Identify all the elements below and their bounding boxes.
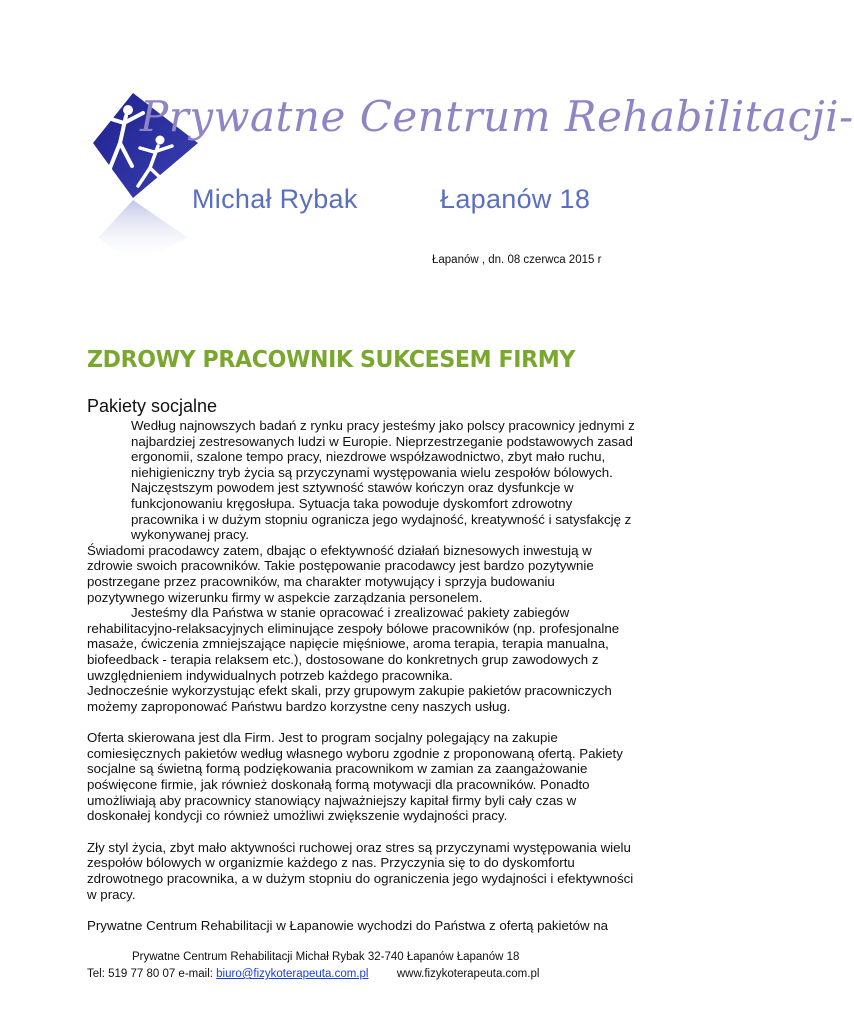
body-line: masaże, ćwiczenia zmniejszające napięcie mięśniowe, aroma terapia, terapia manualna, — [87, 636, 609, 652]
headline: ZDROWY PRACOWNIK SUKCESEM FIRMY — [87, 345, 575, 373]
footer-contact — [87, 968, 539, 980]
body-line: poświęcone firmie, jak również doskonałą formą motywacji dla pracowników. Ponadto — [87, 777, 590, 793]
body-line: postrzegane przez pracowników, ma charakter motywujący i sprzyja budowaniu — [87, 573, 555, 589]
logo-script-title: Prywatne Centrum Rehabilitacji- — [140, 92, 854, 141]
body-line: możemy zaproponować Państwu bardzo korzystne ceny naszych usług. — [87, 698, 511, 714]
body-line: pracownika i w dużym stopniu ogranicza jego wydajność, kreatywność i satysfakcję z — [131, 511, 632, 527]
body-line: rehabilitacyjno-relaksacyjnych eliminujące zespoły bólowe pracowników (np. profesjonalne — [87, 620, 620, 636]
body-line: wykonywanej pracy. — [131, 527, 249, 543]
body-line: niehigieniczny tryb życia są przyczynami występowania wielu zespołów bólowych. — [131, 464, 613, 480]
body-line: uwzględnieniem indywidualnych potrzeb każdego pracownika. — [87, 667, 453, 683]
paragraph-gap — [87, 824, 647, 840]
body-line: doskonałej kondycji co również umożliwi zwiększenie wydajności pracy. — [87, 808, 508, 824]
body-line: Prywatne Centrum Rehabilitacji w Łapanowie wychodzi do Państwa z ofertą pakietów na — [87, 918, 609, 934]
body-line: Według najnowszych badań z rynku pracy jesteśmy jako polscy pracownicy jednymi z — [131, 418, 635, 433]
paragraph-gap — [87, 714, 647, 730]
logo-name: Michał Rybak — [192, 184, 358, 214]
footer-tel: Tel: 519 77 80 07 e-mail: — [87, 968, 213, 980]
body-line: Najczęstszym powodem jest sztywność stawów kończyn oraz dysfunkcje w — [131, 480, 574, 496]
website-link[interactable]: www.fizykoterapeuta.com.pl — [396, 968, 540, 980]
body-line: Jednocześnie wykorzystując efekt skali, przy grupowym zakupie pakietów pracowniczych — [87, 683, 612, 699]
body-line: Zły styl życia, zbyt mało aktywności ruchowej oraz stres są przyczynami występowania wielu — [87, 839, 631, 855]
body-line: umożliwiają aby pracownicy stanowiący najważniejszy kapitał firmy byli cały czas w — [87, 792, 577, 808]
body-line: zdrowotnego pracownika, a w dużym stopniu do ograniczenia jego wydajności i efektywności — [87, 871, 634, 887]
section-title: Pakiety socjalne — [87, 396, 218, 416]
body-line: najbardziej zestresowanych ludzi w Europie. Nieprzestrzeganie podstawowych zasad — [131, 433, 633, 449]
body-line: funkcjonowaniu kręgosłupa. Sytuacja taka powoduje dyskomfort zdrowotny — [131, 495, 573, 511]
body-line: Jesteśmy dla Państwa w stanie opracować i zrealizować pakiety zabiegów — [131, 605, 570, 621]
body-line: socjalne są świetną formą podziękowania pracownikom w zamian za zaangażowanie — [87, 761, 588, 777]
body-line: Świadomi pracodawcy zatem, dbając o efektywność działań biznesowych inwestują w — [87, 542, 592, 558]
body-line: ergonomii, szalone tempo pracy, niezdrowe współzawodnictwo, zbyt mało ruchu, — [131, 449, 606, 465]
body-line: pozytywnego wizerunku firmy w aspekcie zarządzania personelem. — [87, 589, 483, 605]
paragraph-gap — [87, 902, 647, 918]
logo-address: Łapanów 18 — [440, 184, 591, 214]
body-line: zespołów bólowych w organizmie każdego z nas. Przyczynia się to do dyskomfortu — [87, 855, 575, 871]
body-line: Oferta skierowana jest dla Firm. Jest to program socjalny polegający na zakupie — [87, 730, 558, 746]
body-line: zdrowie swoich pracowników. Takie postępowanie pracodawcy jest bardzo pozytywnie — [87, 558, 594, 574]
email-link[interactable]: biuro@fizykoterapeuta.com.pl — [216, 968, 369, 980]
footer-address: Prywatne Centrum Rehabilitacji Michał Rybak 32-740 Łapanów Łapanów 18 — [132, 951, 520, 963]
body-line: biofeedback - terapia relaksem etc.), dostosowane do konkretnych grup zawodowych z — [87, 651, 599, 667]
body-text — [87, 418, 647, 934]
body-line: w pracy. — [87, 886, 136, 902]
date-line: Łapanów , dn. 08 czerwca 2015 r — [432, 254, 602, 266]
body-line: comiesięcznych pakietów według własnego wyboru zgodnie z proponowaną ofertą. Pakiety — [87, 745, 623, 761]
